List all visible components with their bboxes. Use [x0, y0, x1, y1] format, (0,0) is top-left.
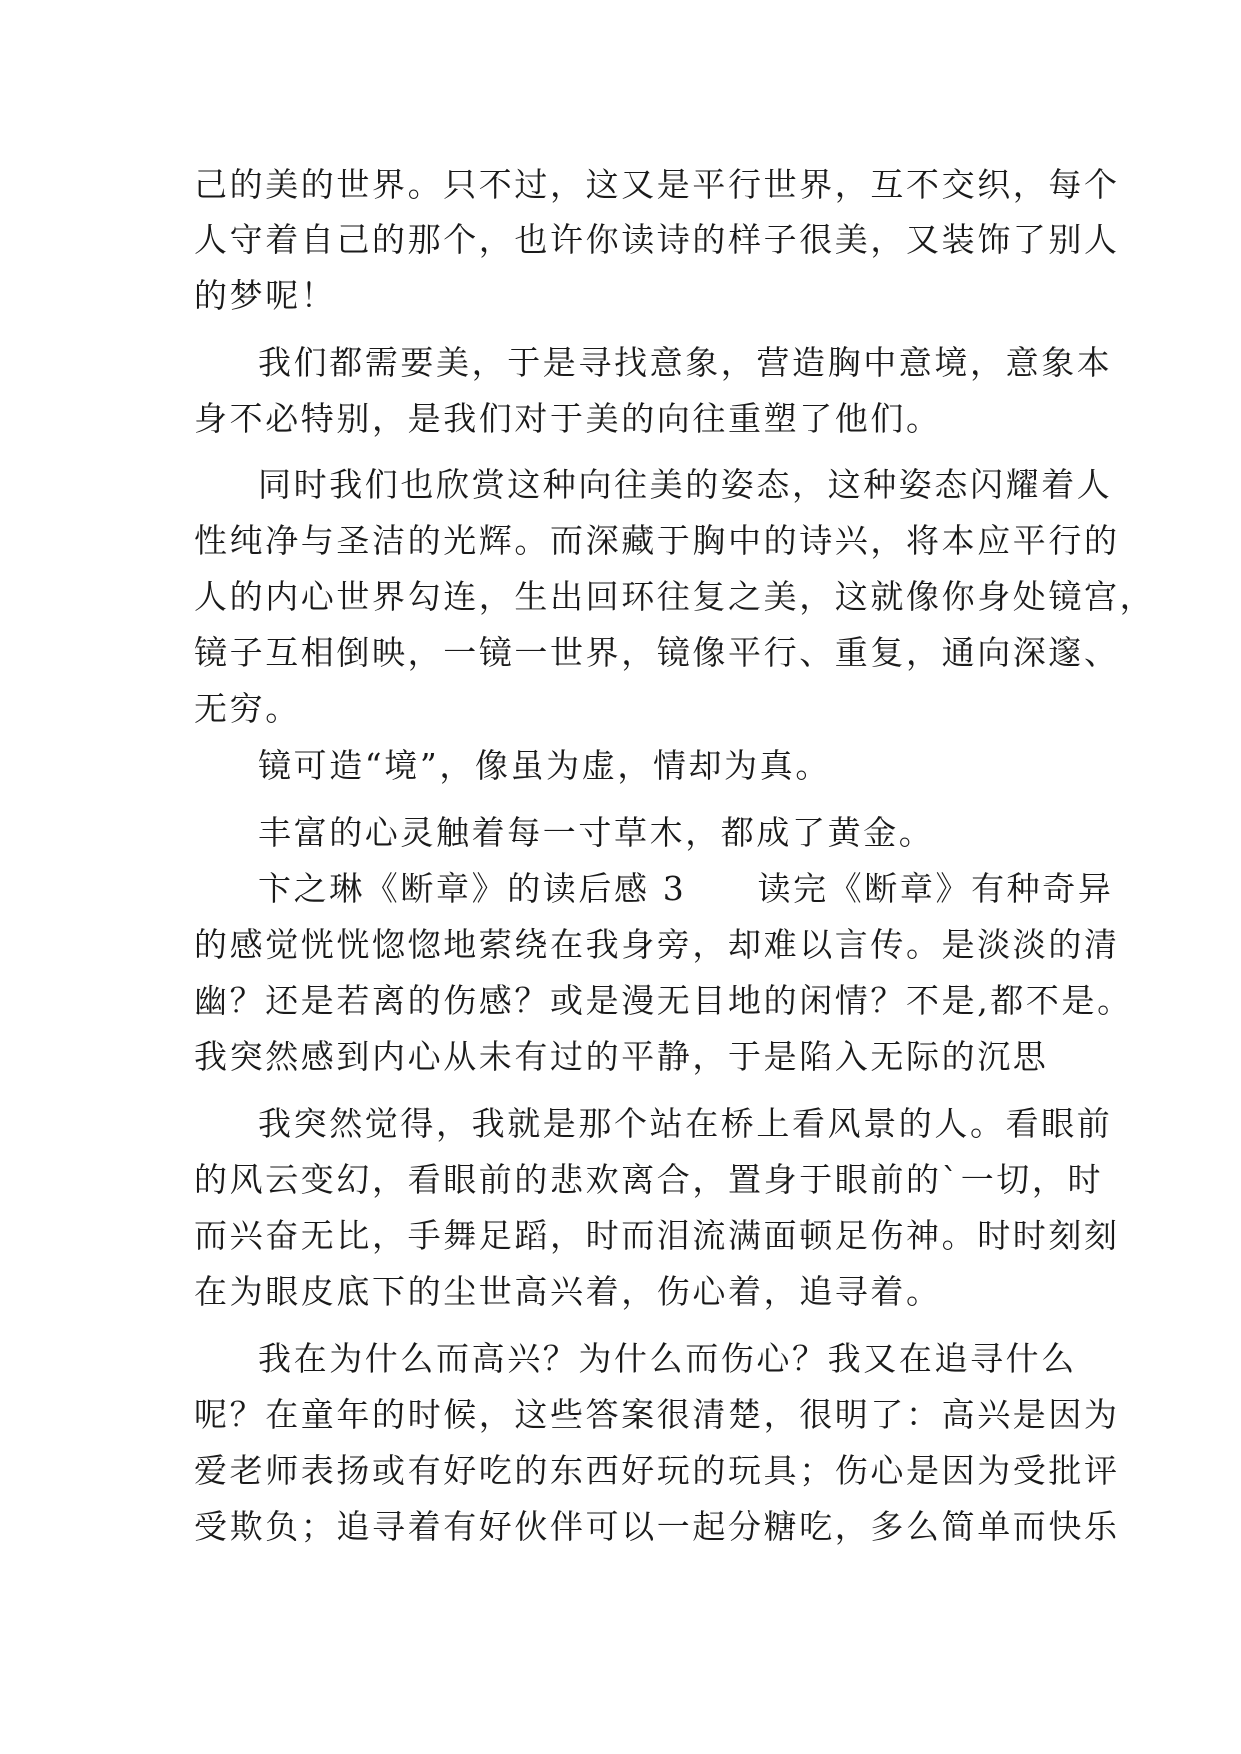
text-line: 己的美的世界。只不过，这又是平行世界，互不交织，每个: [194, 165, 1120, 204]
text-line: 镜子互相倒映，一镜一世界，镜像平行、重复，通向深邃、: [194, 633, 1120, 672]
section-heading-line: 卞之琳《断章》的读后感 3 读完《断章》有种奇异: [258, 869, 1114, 908]
text-line: 呢？在童年的时候，这些答案很清楚，很明了：高兴是因为: [194, 1395, 1120, 1434]
paragraph-first-line: 同时我们也欣赏这种向往美的姿态，这种姿态闪耀着人: [258, 465, 1113, 504]
paragraph-first-line: 我突然觉得，我就是那个站在桥上看风景的人。看眼前: [258, 1104, 1113, 1143]
text-line: 在为眼皮底下的尘世高兴着，伤心着，追寻着。: [194, 1272, 942, 1311]
text-line: 人的内心世界勾连，生出回环往复之美，这就像你身处镜宫，: [194, 577, 1156, 616]
text-line: 性纯净与圣洁的光辉。而深藏于胸中的诗兴，将本应平行的: [194, 521, 1120, 560]
text-line: 我突然感到内心从未有过的平静，于是陷入无际的沉思: [194, 1037, 1049, 1076]
text-line: 的梦呢！: [194, 276, 337, 315]
paragraph-first-line: 镜可造“境”，像虽为虚，情却为真。: [258, 746, 831, 785]
text-line: 而兴奋无比，手舞足蹈，时而泪流满面顿足伤神。时时刻刻: [194, 1216, 1120, 1255]
text-line: 无穷。: [194, 689, 301, 728]
text-line: 幽？还是若离的伤感？或是漫无目地的闲情？不是,都不是。: [194, 981, 1133, 1020]
paragraph-first-line: 我们都需要美，于是寻找意象，营造胸中意境，意象本: [258, 343, 1113, 382]
text-line: 受欺负；追寻着有好伙伴可以一起分糖吃，多么简单而快乐: [194, 1507, 1120, 1546]
text-line: 的风云变幻，看眼前的悲欢离合，置身于眼前的`一切，时: [194, 1160, 1104, 1199]
paragraph-first-line: 我在为什么而高兴？为什么而伤心？我又在追寻什么: [258, 1339, 1077, 1378]
paragraph-first-line: 丰富的心灵触着每一寸草木，都成了黄金。: [258, 813, 935, 852]
text-line: 身不必特别，是我们对于美的向往重塑了他们。: [194, 399, 942, 438]
text-line: 人守着自己的那个，也许你读诗的样子很美，又装饰了别人: [194, 220, 1120, 259]
text-line: 爱老师表扬或有好吃的东西好玩的玩具；伤心是因为受批评: [194, 1451, 1120, 1490]
text-line: 的感觉恍恍惚惚地萦绕在我身旁，却难以言传。是淡淡的清: [194, 925, 1120, 964]
